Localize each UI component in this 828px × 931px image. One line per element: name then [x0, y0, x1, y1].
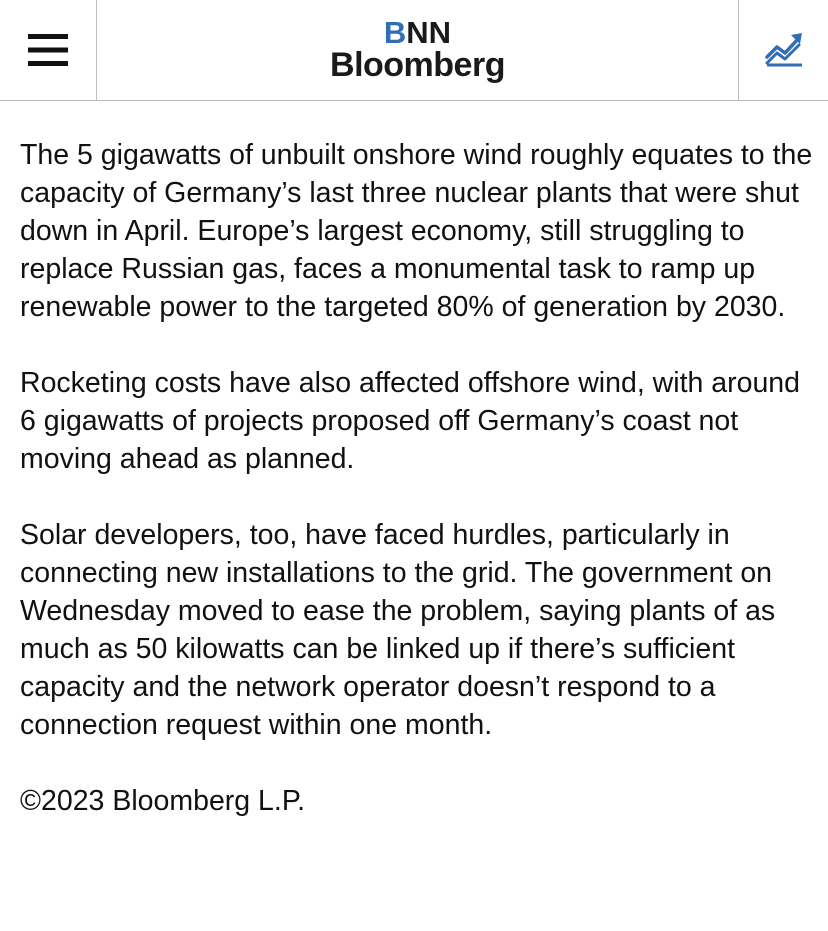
bnn-bloomberg-logo[interactable] [97, 0, 738, 100]
logo-bnn [383, 15, 452, 50]
trending-chart-icon [764, 32, 804, 68]
logo-letter-b: B [383, 15, 407, 50]
markets-button[interactable] [738, 0, 828, 100]
article-paragraph-2: Rocketing costs have also affected offshore wind, with around 6 gigawatts of projects proposed off Germany’s coast not moving ahead as planned. [20, 367, 800, 475]
site-header [0, 0, 828, 101]
article-paragraph-3: Solar developers, too, have faced hurdles, particularly in connecting new installations to the grid. The government on Wednesday moved to ease the problem, saying plants of as much as 50 kilowatts can be linked up if there’s sufficient capacity and the network operator doesn’t respond to a connection request within one month. [20, 519, 776, 741]
copyright-notice: ©2023 Bloomberg L.P. [20, 785, 306, 817]
hamburger-menu-icon [28, 33, 68, 67]
menu-button[interactable] [0, 0, 97, 100]
logo-letters-nn: NN [406, 15, 452, 50]
article-body [20, 136, 816, 820]
logo-bloomberg: Bloomberg [330, 46, 505, 84]
article-paragraph-1: The 5 gigawatts of unbuilt onshore wind roughly equates to the capacity of Germany’s last three nuclear plants that were shut down in April. Europe’s largest economy, still struggling to replace Russian gas, faces a monumental task to ramp up renewable power to the targeted 80% of generation by 2030. [20, 139, 813, 323]
